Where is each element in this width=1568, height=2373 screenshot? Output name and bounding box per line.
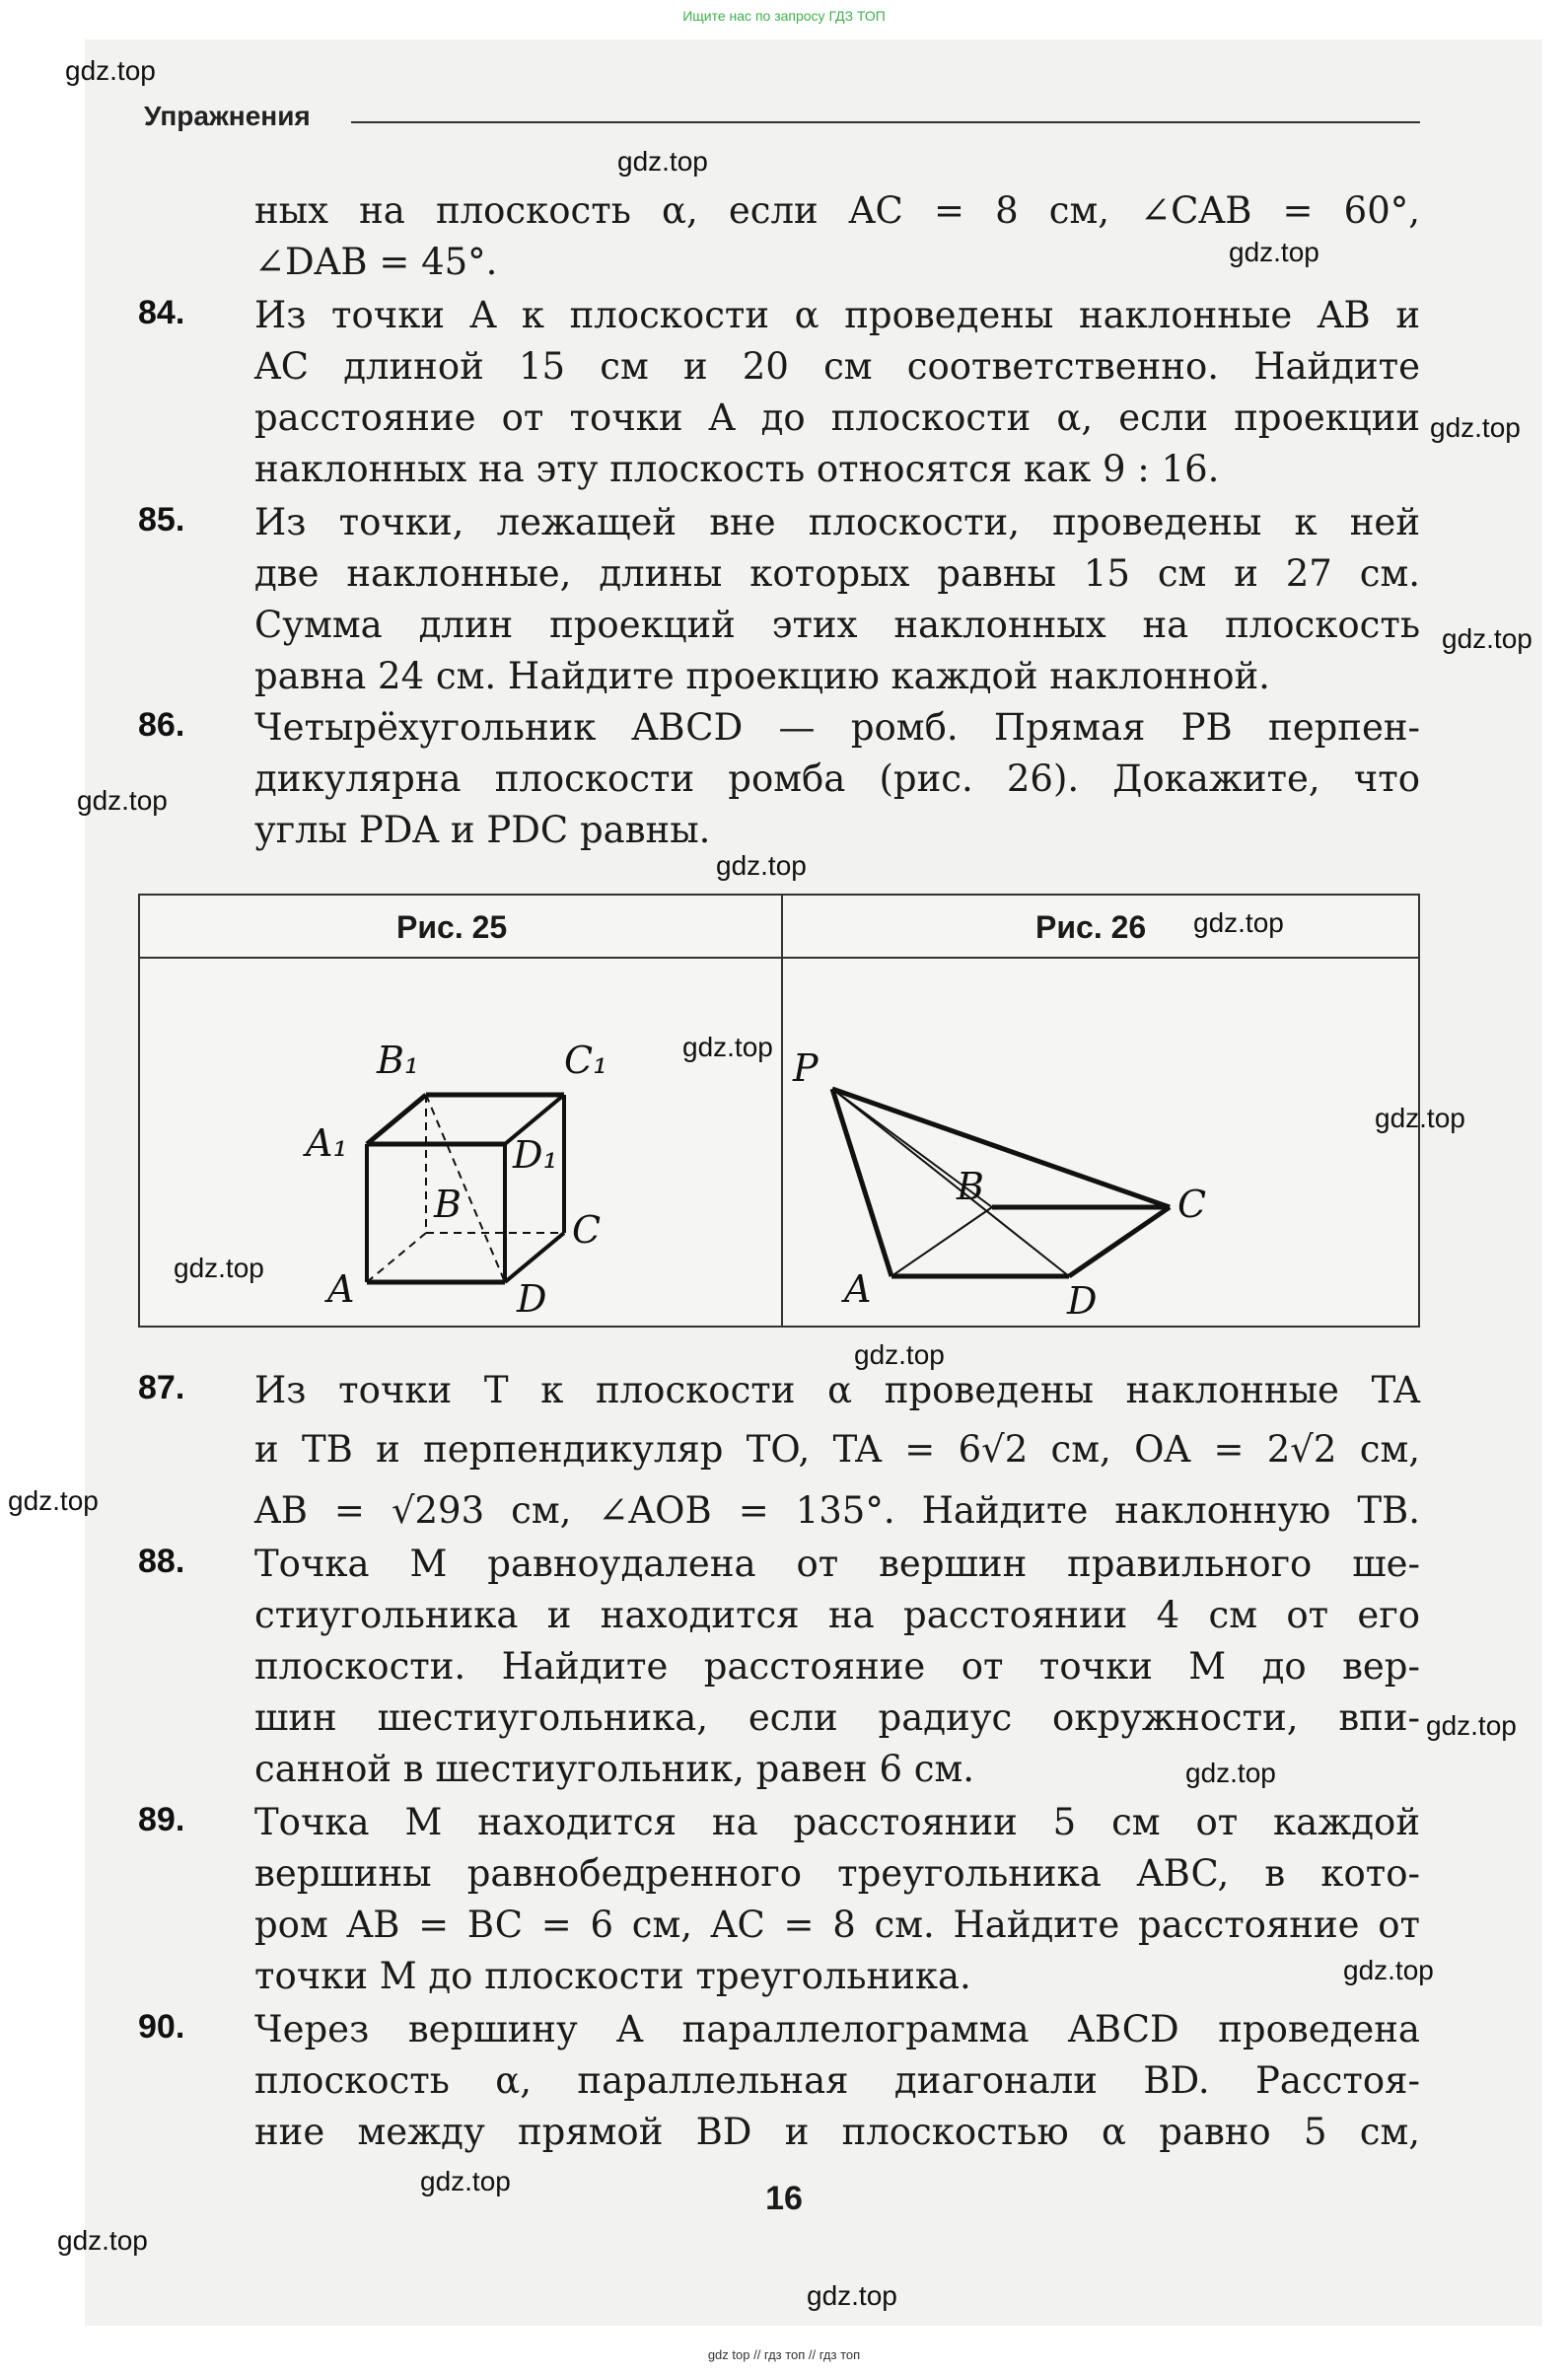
watermark: gdz.top [1430, 412, 1521, 443]
bottom-banner: gdz top // гдз топ // гдз топ [707, 2347, 861, 2362]
intro-line: ных на плоскость α, если AC = 8 см, ∠CAB = 60°, [254, 189, 1420, 232]
exercise-line: Сумма длин проекций этих наклонных на плоскость [254, 604, 1420, 646]
exercise-line: наклонных на эту плоскость относятся как 9 : 16. [254, 448, 1220, 490]
watermark: gdz.top [57, 2225, 148, 2256]
watermark: gdz.top [807, 2280, 897, 2311]
page-number: 16 [765, 2180, 803, 2217]
exercise-line: дикулярна плоскости ромба (рис. 26). Докажите, что [254, 757, 1420, 800]
exercise-line: ром AB = BC = 6 см, AC = 8 см. Найдите расстояние от [254, 1904, 1420, 1946]
exercise-line: шин шестиугольника, если радиус окружности, впи- [254, 1696, 1420, 1739]
pyramid-edge [891, 1207, 992, 1276]
watermark: gdz.top [1193, 907, 1284, 938]
exercise-number: 90. [138, 2008, 185, 2046]
exercise-line: точки M до плоскости треугольника. [254, 1955, 971, 1997]
exercise-line: AC длиной 15 см и 20 см соответственно. Найдите [254, 345, 1420, 388]
exercise-line: ние между прямой BD и плоскостью α равно 5 см, [254, 2111, 1420, 2153]
pyramid-edge [1069, 1207, 1170, 1276]
exercise-line: Из точки A к плоскости α проведены наклонные AB и [254, 294, 1420, 336]
exercise-number: 84. [138, 294, 185, 331]
cube-hidden-edge [367, 1233, 426, 1282]
exercise-line: Четырёхугольник ABCD — ромб. Прямая PB перпен- [254, 706, 1420, 749]
label-c: C [572, 1208, 602, 1252]
label-c1: C₁ [564, 1039, 608, 1082]
watermark: gdz.top [8, 1485, 99, 1516]
cube-edge [367, 1095, 426, 1144]
exercise-line: плоскость α, параллельная диагонали BD. Расстоя- [254, 2059, 1420, 2102]
label-a1: A₁ [306, 1121, 348, 1165]
exercise-line: санной в шестиугольник, равен 6 см. [254, 1748, 975, 1790]
watermark: gdz.top [420, 2166, 511, 2196]
exercise-line: Точка M находится на расстоянии 5 см от каждой [254, 1801, 1420, 1843]
watermark: gdz.top [1375, 1103, 1465, 1133]
cube-edge [505, 1233, 564, 1282]
exercise-number: 88. [138, 1543, 185, 1580]
exercise-line: и TB и перпендикуляр TO, TA = 6√2 см, OA = 2√2 см, [254, 1428, 1420, 1471]
exercise-line: Точка M равноудалена от вершин правильного ше- [254, 1543, 1420, 1585]
pyramid-edge [832, 1089, 1170, 1207]
watermark: gdz.top [854, 1339, 945, 1370]
exercise-line: Через вершину A параллелограмма ABCD проведена [254, 2008, 1420, 2050]
watermark: gdz.top [1442, 623, 1532, 654]
pyramid-edge [832, 1089, 1069, 1276]
label-a: A [327, 1267, 355, 1311]
top-banner: Ищите нас по запросу ГДЗ ТОП [682, 8, 886, 24]
label-d: D [517, 1277, 547, 1321]
exercise-line: AB = √293 см, ∠AOB = 135°. Найдите наклонную TB. [254, 1489, 1420, 1532]
figure-26-pyramid [783, 957, 1418, 1328]
label-p: P [793, 1046, 819, 1090]
exercise-number: 85. [138, 501, 185, 539]
label-c: C [1177, 1183, 1207, 1226]
section-rule [351, 121, 1420, 123]
exercise-number: 86. [138, 706, 185, 744]
pyramid-edge [832, 1089, 891, 1276]
section-title: Упражнения [144, 101, 311, 131]
exercise-line: Из точки, лежащей вне плоскости, проведены к ней [254, 501, 1420, 543]
watermark: gdz.top [65, 55, 156, 86]
exercise-line: углы PDA и PDC равны. [254, 809, 711, 851]
exercise-number: 89. [138, 1801, 185, 1838]
exercise-line: плоскости. Найдите расстояние от точки M до вер- [254, 1645, 1420, 1688]
watermark: gdz.top [1229, 237, 1319, 267]
exercise-line: стиугольника и находится на расстоянии 4 см от его [254, 1594, 1420, 1636]
watermark: gdz.top [1426, 1710, 1517, 1741]
label-b1: B₁ [377, 1039, 420, 1082]
exercise-line: две наклонные, длины которых равны 15 см и 27 см. [254, 552, 1420, 595]
label-a: A [844, 1267, 872, 1311]
watermark: gdz.top [174, 1253, 264, 1283]
watermark: gdz.top [682, 1032, 773, 1062]
intro-line: ∠DAB = 45°. [254, 241, 498, 283]
exercise-line: Из точки T к плоскости α проведены наклонные TA [254, 1369, 1420, 1411]
label-b: B [957, 1165, 984, 1208]
figure-25-title: Рис. 25 [396, 909, 508, 945]
label-d: D [1067, 1279, 1098, 1323]
figures-panel [138, 894, 1420, 1328]
watermark: gdz.top [1343, 1955, 1434, 1985]
watermark: gdz.top [77, 785, 168, 816]
figure-26-title: Рис. 26 [1035, 909, 1147, 945]
exercise-line: вершины равнобедренного треугольника ABC, в кото- [254, 1852, 1420, 1895]
watermark: gdz.top [716, 850, 807, 881]
exercise-line: равна 24 см. Найдите проекцию каждой наклонной. [254, 655, 1270, 697]
exercise-number: 87. [138, 1369, 185, 1406]
watermark: gdz.top [1185, 1758, 1276, 1788]
label-d1: D₁ [513, 1133, 558, 1177]
label-b: B [434, 1183, 462, 1226]
exercise-line: расстояние от точки A до плоскости α, если проекции [254, 396, 1420, 439]
watermark: gdz.top [617, 146, 708, 177]
